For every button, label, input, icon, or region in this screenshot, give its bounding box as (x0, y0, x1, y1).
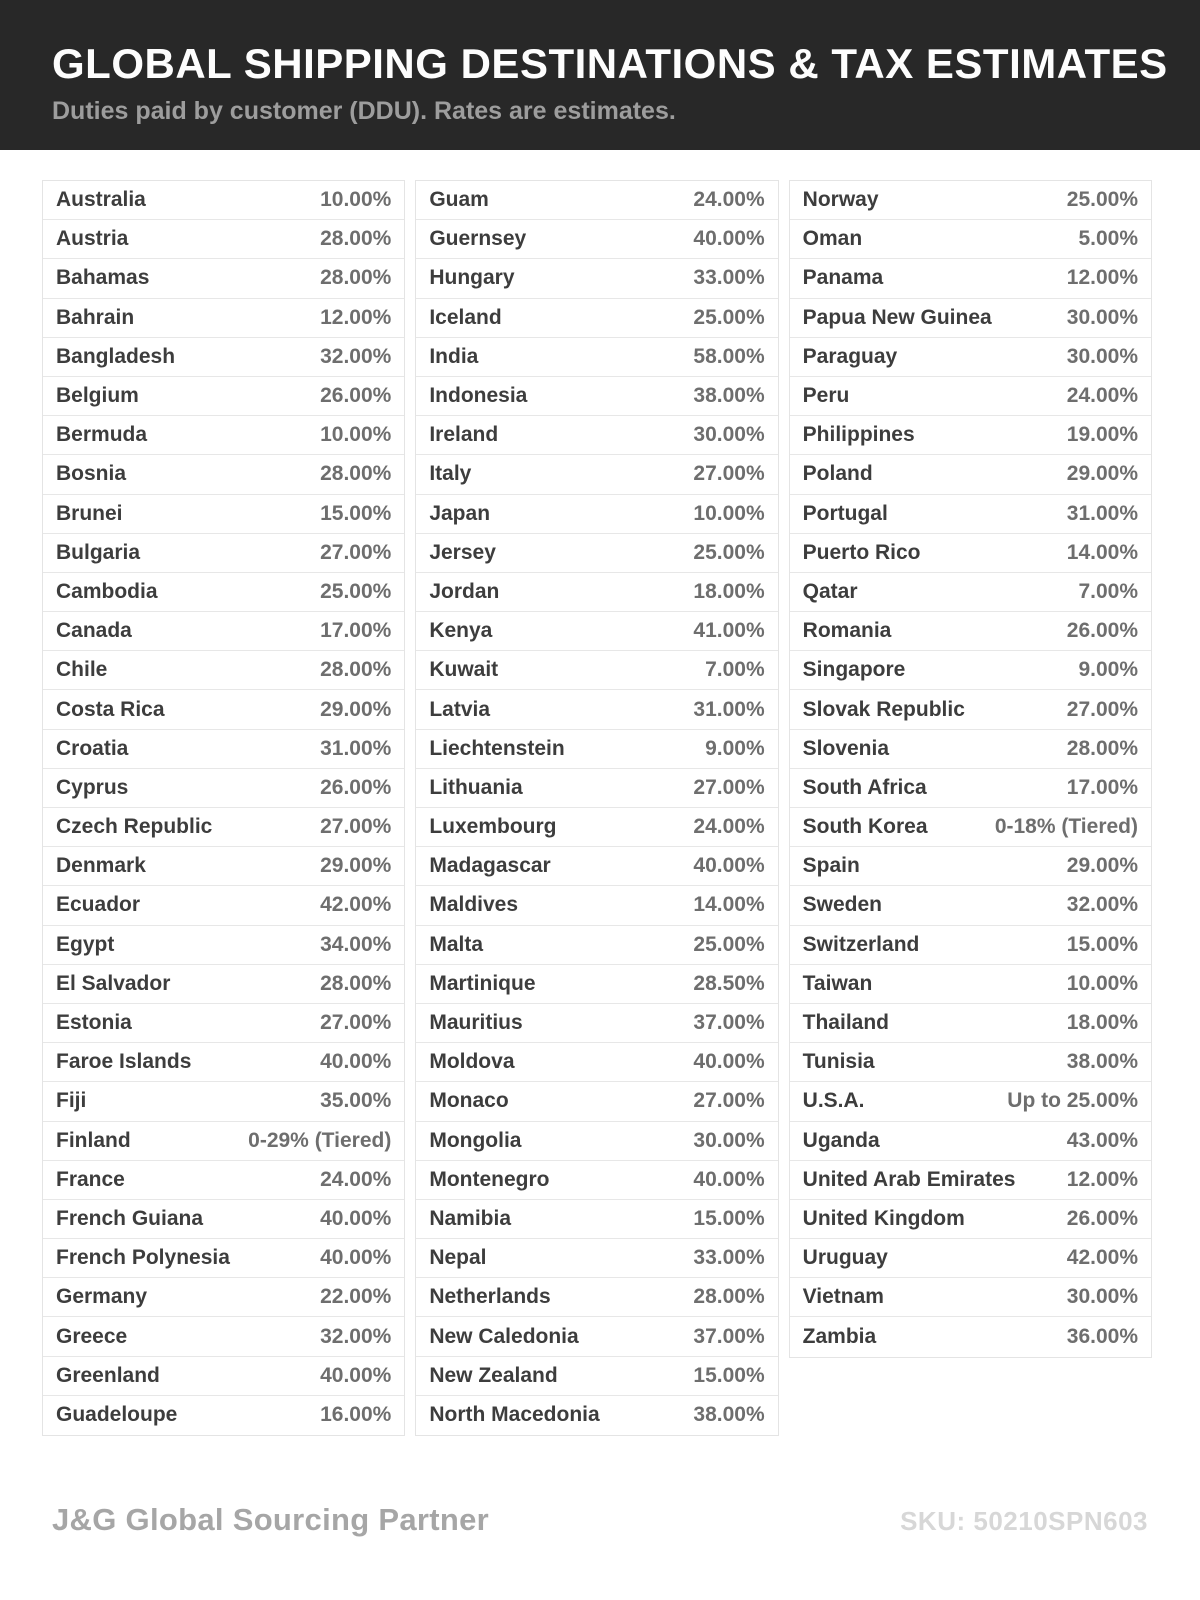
tax-rate: 24.00% (693, 815, 765, 839)
table-row (790, 299, 1151, 338)
table-row (43, 730, 404, 769)
country-name: Romania (802, 619, 892, 643)
tax-rate: 17.00% (320, 619, 392, 643)
tax-rate: 25.00% (693, 540, 765, 564)
country-name: Malta (429, 932, 484, 956)
country-name: Sweden (802, 893, 883, 917)
country-name: Guernsey (429, 227, 527, 251)
page-subtitle: Duties paid by customer (DDU). Rates are estimates. (52, 97, 676, 125)
table-row (43, 769, 404, 808)
tax-rate: 10.00% (1066, 971, 1138, 995)
tax-rate: 16.00% (320, 1403, 392, 1427)
tax-rate: 58.00% (693, 344, 765, 368)
tax-rate: 30.00% (1066, 1285, 1138, 1309)
table-row (416, 534, 777, 573)
country-name: Japan (429, 501, 491, 525)
country-name: France (56, 1167, 125, 1191)
table-row (416, 1161, 777, 1200)
tax-rate: 33.00% (693, 1246, 765, 1270)
tax-rate: 42.00% (1066, 1246, 1138, 1270)
tax-rate: 34.00% (320, 932, 392, 956)
table-row (43, 338, 404, 377)
tax-rate: 27.00% (320, 815, 392, 839)
tax-rate: 28.00% (320, 462, 392, 486)
table-row (43, 377, 404, 416)
table-row (43, 1357, 404, 1396)
tax-rate: 15.00% (320, 501, 392, 525)
country-name: Maldives (429, 893, 519, 917)
country-name: South Africa (802, 775, 927, 799)
country-name: Jersey (429, 540, 496, 564)
country-name: Denmark (56, 854, 146, 878)
country-name: Ecuador (56, 893, 141, 917)
table-row (43, 299, 404, 338)
table-row (416, 808, 777, 847)
country-name: U.S.A. (802, 1089, 865, 1113)
table-row (43, 965, 404, 1004)
country-name: Bahrain (56, 305, 135, 329)
country-name: Estonia (56, 1011, 132, 1035)
table-row (43, 495, 404, 534)
tax-rate: 38.00% (693, 1403, 765, 1427)
table-column-3 (789, 180, 1152, 1358)
table-row (43, 1317, 404, 1356)
table-row (790, 495, 1151, 534)
tax-rate: 29.00% (320, 854, 392, 878)
country-name: Zambia (802, 1325, 877, 1349)
country-name: Philippines (802, 423, 915, 447)
tax-rate: 26.00% (320, 775, 392, 799)
table-row (416, 181, 777, 220)
table-row (416, 338, 777, 377)
country-name: New Zealand (429, 1363, 558, 1387)
table-row (790, 847, 1151, 886)
country-name: Mongolia (429, 1128, 522, 1152)
table-row (790, 1043, 1151, 1082)
country-name: Iceland (429, 305, 502, 329)
country-name: Uganda (802, 1128, 880, 1152)
tax-rate: 19.00% (1066, 423, 1138, 447)
country-name: Costa Rica (56, 697, 165, 721)
country-name: Puerto Rico (802, 540, 921, 564)
table-row (790, 220, 1151, 259)
country-name: French Guiana (56, 1206, 204, 1230)
table-row (43, 651, 404, 690)
tax-rate: 0-18% (Tiered) (994, 815, 1138, 839)
table-row (416, 299, 777, 338)
tax-rate: 38.00% (1066, 1050, 1138, 1074)
country-name: Peru (802, 384, 850, 408)
tax-rate: 9.00% (705, 736, 765, 760)
table-row (43, 926, 404, 965)
table-row (416, 1082, 777, 1121)
country-name: Nepal (429, 1246, 487, 1270)
table-row (790, 612, 1151, 651)
country-name: Portugal (802, 501, 888, 525)
country-name: Singapore (802, 658, 906, 682)
tax-rate: 33.00% (693, 266, 765, 290)
tax-rate: 28.00% (320, 658, 392, 682)
country-name: Madagascar (429, 854, 551, 878)
table-row (416, 1396, 777, 1435)
tax-rate: 26.00% (320, 384, 392, 408)
table-row (790, 181, 1151, 220)
page-title: GLOBAL SHIPPING DESTINATIONS & TAX ESTIMATES (52, 40, 1168, 87)
country-name: Cambodia (56, 579, 158, 603)
country-name: Slovenia (802, 736, 890, 760)
country-name: Moldova (429, 1050, 515, 1074)
table-row (790, 926, 1151, 965)
country-name: Belgium (56, 384, 139, 408)
tax-rate: 0-29% (Tiered) (248, 1128, 392, 1152)
tax-rate: 12.00% (320, 305, 392, 329)
country-name: Mauritius (429, 1011, 523, 1035)
country-name: French Polynesia (56, 1246, 230, 1270)
tax-rate: 37.00% (693, 1011, 765, 1035)
tax-rate: 14.00% (693, 893, 765, 917)
tax-rate: 9.00% (1078, 658, 1138, 682)
tax-rate: 37.00% (693, 1324, 765, 1348)
tax-rate: 10.00% (320, 423, 392, 447)
country-name: Kenya (429, 619, 493, 643)
country-name: New Caledonia (429, 1324, 579, 1348)
tax-rate: 40.00% (320, 1206, 392, 1230)
tax-rate: 31.00% (320, 736, 392, 760)
tax-rate: 27.00% (693, 775, 765, 799)
country-name: Slovak Republic (802, 697, 965, 721)
country-name: North Macedonia (429, 1403, 600, 1427)
country-name: Montenegro (429, 1167, 550, 1191)
table-row (790, 416, 1151, 455)
tax-rate: 27.00% (320, 1011, 392, 1035)
table-row (43, 1278, 404, 1317)
table-row (43, 847, 404, 886)
table-row (43, 220, 404, 259)
country-name: Paraguay (802, 344, 898, 368)
table-row (416, 259, 777, 298)
page-header (0, 0, 1200, 150)
table-row (416, 1357, 777, 1396)
tax-rate: 29.00% (1066, 462, 1138, 486)
tax-rate: 30.00% (1066, 344, 1138, 368)
tax-rate: Up to 25.00% (1007, 1089, 1138, 1113)
tax-rate: 29.00% (1066, 854, 1138, 878)
table-row (416, 1200, 777, 1239)
table-row (43, 259, 404, 298)
tax-rate: 15.00% (693, 1206, 765, 1230)
country-name: Spain (802, 854, 860, 878)
table-row (790, 1317, 1151, 1356)
country-name: Oman (802, 227, 863, 251)
country-name: Jordan (429, 579, 500, 603)
table-row (416, 690, 777, 729)
table-column-2 (415, 180, 778, 1436)
tax-rate: 14.00% (1066, 540, 1138, 564)
table-row (43, 1004, 404, 1043)
sku-label: SKU: 50210SPN603 (900, 1506, 1148, 1536)
tax-rate: 27.00% (320, 540, 392, 564)
tax-rate: 32.00% (320, 1324, 392, 1348)
country-name: Poland (802, 462, 873, 486)
tax-rate: 10.00% (693, 501, 765, 525)
tax-rate: 15.00% (693, 1363, 765, 1387)
country-name: Austria (56, 227, 129, 251)
table-row (416, 220, 777, 259)
table-row (416, 1278, 777, 1317)
tax-rate: 12.00% (1066, 266, 1138, 290)
table-row (416, 965, 777, 1004)
table-row (416, 651, 777, 690)
tax-rate: 27.00% (693, 1089, 765, 1113)
table-row (43, 808, 404, 847)
table-row (43, 1200, 404, 1239)
brand-name: J&G Global Sourcing Partner (52, 1502, 490, 1537)
country-name: Bulgaria (56, 540, 141, 564)
tax-rate: 7.00% (705, 658, 765, 682)
table-row (790, 1082, 1151, 1121)
tax-rates-table (42, 180, 1152, 1436)
table-row (416, 377, 777, 416)
table-row (790, 573, 1151, 612)
table-row (790, 651, 1151, 690)
country-name: Chile (56, 658, 108, 682)
tax-rate: 38.00% (693, 384, 765, 408)
country-name: Uruguay (802, 1246, 888, 1270)
tax-rate: 25.00% (693, 932, 765, 956)
table-row (43, 1043, 404, 1082)
table-row (43, 1161, 404, 1200)
tax-rate: 10.00% (320, 188, 392, 212)
country-name: Croatia (56, 736, 129, 760)
country-name: Namibia (429, 1206, 512, 1230)
table-row (416, 730, 777, 769)
table-row (43, 886, 404, 925)
country-name: Finland (56, 1128, 131, 1152)
tax-rate: 40.00% (693, 854, 765, 878)
tax-rate: 40.00% (320, 1050, 392, 1074)
tax-rate: 29.00% (320, 697, 392, 721)
table-row (790, 259, 1151, 298)
tax-rate: 18.00% (693, 579, 765, 603)
table-row (416, 1317, 777, 1356)
table-row (790, 769, 1151, 808)
tax-rate: 31.00% (1066, 501, 1138, 525)
country-name: Italy (429, 462, 472, 486)
table-row (790, 377, 1151, 416)
tax-rate: 15.00% (1066, 932, 1138, 956)
table-row (790, 1161, 1151, 1200)
tax-rate: 7.00% (1078, 579, 1138, 603)
country-name: Thailand (802, 1011, 889, 1035)
country-name: Guam (429, 188, 489, 212)
country-name: Cyprus (56, 775, 129, 799)
tax-rate: 25.00% (320, 579, 392, 603)
country-name: El Salvador (56, 971, 171, 995)
country-name: Bosnia (56, 462, 127, 486)
table-row (790, 690, 1151, 729)
tax-rate: 25.00% (1066, 188, 1138, 212)
tax-rate: 24.00% (693, 188, 765, 212)
country-name: Canada (56, 619, 132, 643)
table-row (790, 455, 1151, 494)
country-name: Qatar (802, 579, 858, 603)
country-name: Monaco (429, 1089, 509, 1113)
tax-rate: 18.00% (1066, 1011, 1138, 1035)
country-name: Luxembourg (429, 815, 557, 839)
table-row (43, 534, 404, 573)
table-row (790, 1239, 1151, 1278)
table-row (43, 455, 404, 494)
tax-rate: 26.00% (1066, 1206, 1138, 1230)
country-name: Taiwan (802, 971, 873, 995)
country-name: Greenland (56, 1363, 160, 1387)
tax-rate: 40.00% (693, 227, 765, 251)
table-row (790, 965, 1151, 1004)
table-row (43, 1082, 404, 1121)
table-row (790, 338, 1151, 377)
table-row (416, 926, 777, 965)
tax-rate: 12.00% (1066, 1167, 1138, 1191)
table-row (416, 455, 777, 494)
table-row (43, 1239, 404, 1278)
tax-rate: 43.00% (1066, 1128, 1138, 1152)
table-row (416, 886, 777, 925)
table-row (43, 690, 404, 729)
tax-rate: 27.00% (693, 462, 765, 486)
country-name: Indonesia (429, 384, 528, 408)
page-footer (52, 1502, 1148, 1538)
table-row (416, 1122, 777, 1161)
tax-rate: 25.00% (693, 305, 765, 329)
tax-rate: 35.00% (320, 1089, 392, 1113)
country-name: Lithuania (429, 775, 523, 799)
table-row (43, 181, 404, 220)
tax-rate: 32.00% (320, 344, 392, 368)
country-name: Liechtenstein (429, 736, 565, 760)
country-name: Panama (802, 266, 884, 290)
table-row (790, 1122, 1151, 1161)
table-row (790, 534, 1151, 573)
table-row (416, 1043, 777, 1082)
tax-rate: 28.00% (1066, 736, 1138, 760)
country-name: Czech Republic (56, 815, 213, 839)
table-row (43, 1122, 404, 1161)
table-row (43, 573, 404, 612)
tax-rate: 40.00% (320, 1363, 392, 1387)
tax-rate: 31.00% (693, 697, 765, 721)
table-row (790, 1004, 1151, 1043)
tax-rate: 28.00% (320, 227, 392, 251)
tax-rate: 30.00% (1066, 305, 1138, 329)
table-row (416, 612, 777, 651)
country-name: Papua New Guinea (802, 305, 992, 329)
tax-rate: 41.00% (693, 619, 765, 643)
table-row (43, 1396, 404, 1435)
table-row (43, 612, 404, 651)
table-row (416, 1239, 777, 1278)
table-row (416, 1004, 777, 1043)
tax-rate: 26.00% (1066, 619, 1138, 643)
country-name: South Korea (802, 815, 928, 839)
tax-rate: 28.00% (693, 1285, 765, 1309)
country-name: Faroe Islands (56, 1050, 192, 1074)
country-name: Greece (56, 1324, 128, 1348)
country-name: Bangladesh (56, 344, 176, 368)
tax-rate: 30.00% (693, 1128, 765, 1152)
country-name: Martinique (429, 971, 536, 995)
country-name: Bermuda (56, 423, 148, 447)
country-name: India (429, 344, 479, 368)
country-name: Kuwait (429, 658, 499, 682)
table-row (416, 495, 777, 534)
country-name: United Arab Emirates (802, 1167, 1016, 1191)
tax-rate: 28.00% (320, 971, 392, 995)
country-name: Norway (802, 188, 879, 212)
table-row (790, 1200, 1151, 1239)
tax-rate: 28.00% (320, 266, 392, 290)
tax-rate: 24.00% (1066, 384, 1138, 408)
country-name: Ireland (429, 423, 499, 447)
table-row (790, 808, 1151, 847)
country-name: Guadeloupe (56, 1403, 178, 1427)
table-row (416, 847, 777, 886)
tax-rate: 5.00% (1078, 227, 1138, 251)
country-name: Latvia (429, 697, 491, 721)
country-name: Vietnam (802, 1285, 884, 1309)
tax-rate: 24.00% (320, 1167, 392, 1191)
country-name: Tunisia (802, 1050, 875, 1074)
table-row (790, 1278, 1151, 1317)
country-name: Switzerland (802, 932, 920, 956)
table-row (416, 573, 777, 612)
table-row (416, 769, 777, 808)
tax-rate: 17.00% (1066, 775, 1138, 799)
table-column-1 (42, 180, 405, 1436)
country-name: Fiji (56, 1089, 87, 1113)
tax-rate: 42.00% (320, 893, 392, 917)
tax-rate: 32.00% (1066, 893, 1138, 917)
country-name: Bahamas (56, 266, 150, 290)
table-row (43, 416, 404, 455)
country-name: Germany (56, 1285, 148, 1309)
tax-rate: 28.50% (693, 971, 765, 995)
tax-rate: 30.00% (693, 423, 765, 447)
tax-rate: 36.00% (1066, 1325, 1138, 1349)
country-name: United Kingdom (802, 1206, 965, 1230)
tax-rate: 40.00% (320, 1246, 392, 1270)
country-name: Egypt (56, 932, 115, 956)
table-row (416, 416, 777, 455)
tax-rate: 22.00% (320, 1285, 392, 1309)
tax-rate: 40.00% (693, 1167, 765, 1191)
country-name: Australia (56, 188, 146, 212)
country-name: Hungary (429, 266, 515, 290)
tax-rate: 27.00% (1066, 697, 1138, 721)
country-name: Netherlands (429, 1285, 551, 1309)
country-name: Brunei (56, 501, 123, 525)
tax-rate: 40.00% (693, 1050, 765, 1074)
table-row (790, 886, 1151, 925)
table-row (790, 730, 1151, 769)
